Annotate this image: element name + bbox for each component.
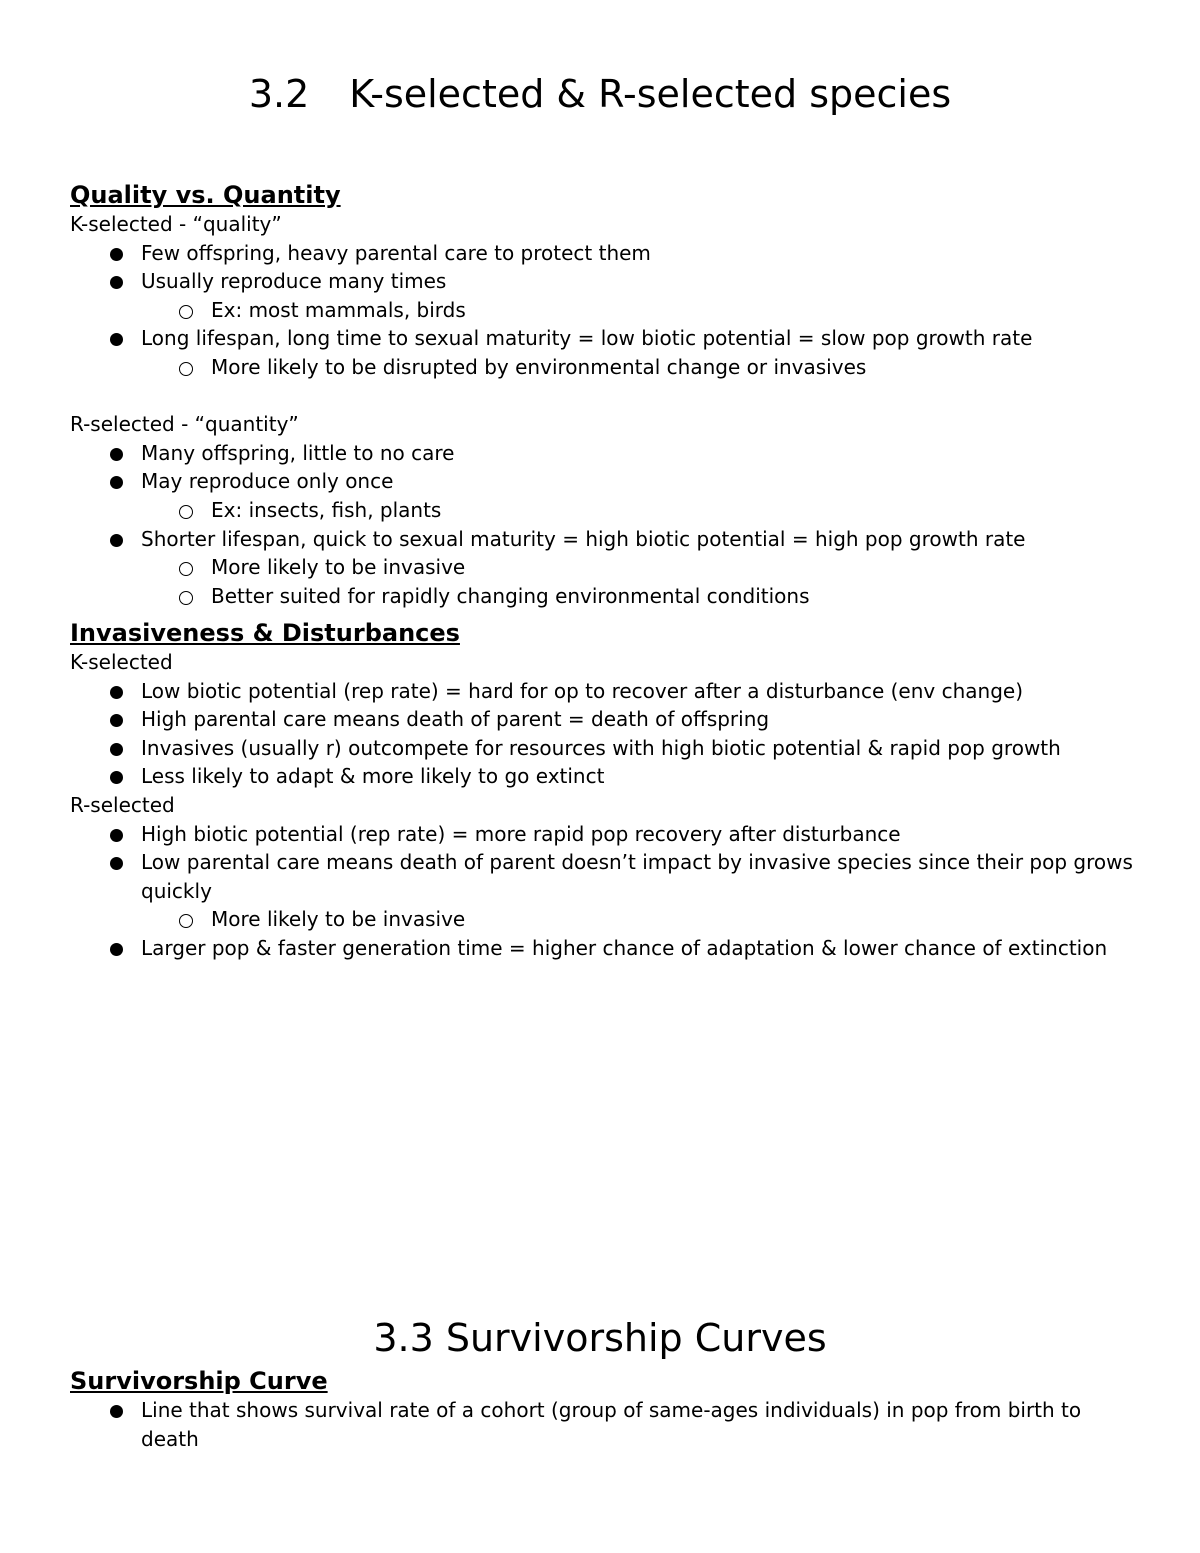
list-item: [70, 934, 1140, 963]
section-heading: Survivorship Curve: [70, 1367, 328, 1395]
r-selected-label: R-selected: [70, 792, 175, 817]
sub-list-item: [70, 905, 1140, 934]
list-item: [70, 239, 1140, 268]
k-selected-label: K-selected - “quality”: [70, 212, 282, 236]
list-item-text: Better suited for rapidly changing environmental conditions: [211, 583, 810, 608]
section-invasiveness-disturbances: [70, 618, 1140, 963]
list-item-text: Ex: insects, fish, plants: [211, 497, 442, 522]
bullet-icon: [110, 743, 123, 756]
list-item: [70, 267, 1140, 296]
list-item-text: Low biotic potential (rep rate) = hard for op to recover after a disturbance (env change): [141, 678, 1023, 703]
page-title-3-3: 3.3 Survivorship Curves: [373, 1316, 827, 1360]
bullet-icon: [110, 534, 123, 547]
list-item-text: May reproduce only once: [141, 469, 394, 494]
list-item: [70, 705, 1140, 734]
k-selected-label: K-selected: [70, 650, 173, 674]
list-item: [70, 820, 1140, 849]
sub-list-item: [70, 582, 1140, 611]
k-selected-list: [70, 677, 1140, 791]
bullet-icon: [110, 248, 123, 261]
list-item: [70, 677, 1140, 706]
list-item-text: Long lifespan, long time to sexual maturity = low biotic potential = slow pop growth rate: [141, 326, 1033, 351]
circle-bullet-icon: [179, 914, 193, 928]
r-selected-list: [70, 820, 1140, 963]
section-quality-vs-quantity: [70, 180, 1140, 610]
page-title-3-2: [0, 72, 1200, 116]
list-item: [70, 1396, 1140, 1453]
sub-list-item: [70, 353, 1140, 382]
r-selected-label: R-selected - “quantity”: [70, 412, 299, 437]
list-item-text: Few offspring, heavy parental care to protect them: [141, 240, 651, 265]
spacer: [70, 382, 1140, 411]
bullet-icon: [110, 686, 123, 699]
bullet-icon: [110, 771, 123, 784]
sub-list-item: [70, 296, 1140, 325]
bullet-icon: [110, 333, 123, 346]
list-item: [70, 762, 1140, 791]
list-item-text: More likely to be invasive: [211, 907, 466, 932]
bullet-icon: [110, 448, 123, 461]
circle-bullet-icon: [179, 305, 193, 319]
sub-list-item: [70, 553, 1140, 582]
list-item-text: Shorter lifespan, quick to sexual maturity = high biotic potential = high pop growth rate: [141, 526, 1026, 551]
title-number: 3.2: [248, 72, 310, 116]
list-item-text: High parental care means death of parent = death of offspring: [141, 707, 770, 732]
list-item-text: Line that shows survival rate of a cohort (group of same-ages individuals) in pop from birth to death: [141, 1398, 1082, 1451]
r-selected-list: [70, 439, 1140, 611]
k-selected-list: [70, 239, 1140, 382]
list-item-text: Less likely to adapt & more likely to go extinct: [141, 764, 605, 789]
list-item-text: More likely to be disrupted by environmental change or invasives: [211, 354, 867, 379]
bullet-icon: [110, 943, 123, 956]
list-item-text: High biotic potential (rep rate) = more rapid pop recovery after disturbance: [141, 821, 901, 846]
list-item-text: Many offspring, little to no care: [141, 440, 455, 465]
section-heading: Quality vs. Quantity: [70, 181, 341, 209]
circle-bullet-icon: [179, 505, 193, 519]
bullet-icon: [110, 829, 123, 842]
circle-bullet-icon: [179, 591, 193, 605]
section-heading: Invasiveness & Disturbances: [70, 619, 460, 647]
title-text: K-selected & R-selected species: [349, 72, 952, 116]
list-item: [70, 439, 1140, 468]
list-item-text: More likely to be invasive: [211, 555, 466, 580]
bullet-icon: [110, 276, 123, 289]
list-item-text: Ex: most mammals, birds: [211, 297, 466, 322]
list-item: [70, 734, 1140, 763]
circle-bullet-icon: [179, 562, 193, 576]
bullet-icon: [110, 476, 123, 489]
list-item-text: Invasives (usually r) outcompete for resources with high biotic potential & rapid pop growth: [141, 735, 1061, 760]
sub-list-item: [70, 496, 1140, 525]
list-item: [70, 324, 1140, 353]
circle-bullet-icon: [179, 362, 193, 376]
section-survivorship-curve: [70, 1366, 1140, 1453]
list-item: [70, 525, 1140, 554]
list-item: [70, 848, 1140, 905]
list-item-text: Low parental care means death of parent doesn’t impact by invasive species since their pop grows quickly: [141, 850, 1133, 903]
bullet-icon: [110, 1405, 123, 1418]
list-item-text: Usually reproduce many times: [141, 269, 447, 294]
survivorship-list: [70, 1396, 1140, 1453]
bullet-icon: [110, 714, 123, 727]
bullet-icon: [110, 857, 123, 870]
list-item: [70, 467, 1140, 496]
list-item-text: Larger pop & faster generation time = higher chance of adaptation & lower chance of extinction: [141, 935, 1108, 960]
